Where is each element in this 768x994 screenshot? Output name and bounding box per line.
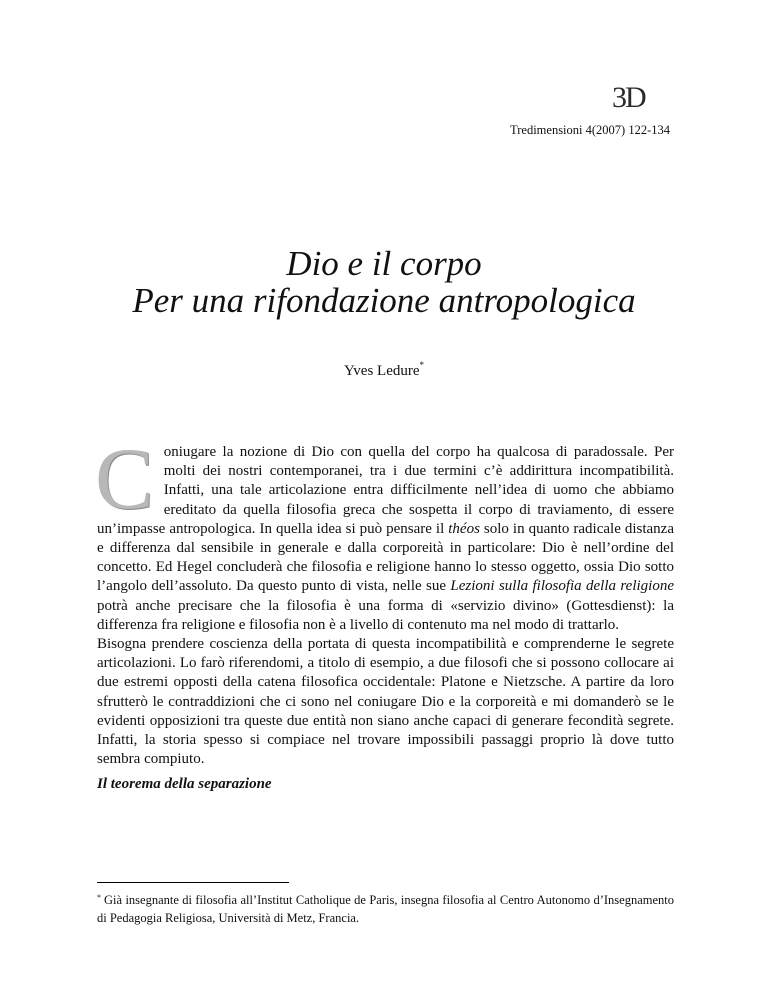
title-line-1: Dio e il corpo [286, 244, 482, 283]
paragraph-2: Bisogna prendere coscienza della portata di questa incompatibilità e comprenderne le segrete articolazioni. Lo farò riferendomi, a titolo di esempio, a due filosofi che si possono collocare ai due estremi opposti della catena filosofica occidentale: Platone e Nietzsche. A partire da loro sfrutterò le contraddizioni che ci sono nel coniugare Dio e la corporeità e mi domanderò se le evidenti opposizioni tra queste due entità non siano anche capaci di generare fecondità segrete. Infatti, la storia spesso si compiace nel trovare impossibili passaggi proprio là dove tutto sembra compiuto. [97, 636, 674, 768]
title-line-2: Per una rifondazione antropologica [132, 281, 636, 320]
drop-cap-letter: C [95, 431, 154, 528]
paragraph-1-text-b: solo in quanto radicale distanza e differenza dal sensibile in generale e dalla corporeità in particolare: Dio è nell’ordine del concetto. Ed Hegel concluderà che filosofia e religione hanno lo stesso oggetto, ossia Dio sotto l’angolo dell’assoluto. Da questo punto di vista, nelle sue [97, 520, 674, 595]
author-name: Yves Ledure [343, 363, 420, 379]
author-footnote-mark: * [419, 360, 425, 370]
lezioni-title: Lezioni sulla filosofia della religione [450, 578, 674, 595]
article-body [95, 431, 674, 769]
section-heading: Il teorema della separazione [97, 776, 272, 792]
footnote-mark: * [97, 893, 101, 902]
theos-term: théos [448, 520, 480, 537]
footnote-divider [97, 882, 289, 883]
paragraph-1-text-c: potrà anche precisare che la filosofia è una forma di «servizio divino» (Gottesdienst): la differenza fra religione e filosofia non è a livello di contenuto ma nel modo di trattarlo. [97, 597, 674, 633]
journal-logo: 3D [612, 81, 645, 114]
article-title [0, 245, 768, 319]
journal-reference: Tredimensioni 4(2007) 122-134 [510, 123, 670, 137]
footnote-text: Già insegnante di filosofia all’Institut Catholique de Paris, insegna filosofia al Centro Autonomo d’Insegnamento di Pedagogia Religiosa, Università di Metz, Francia. [97, 893, 674, 925]
paragraph-1-text-a: oniugare la nozione di Dio con quella del corpo ha qualcosa di paradossale. Per molti dei nostri contemporanei, tra i due termini c’è addirittura incompatibilità. Infatti, una tale articolazione entra difficilmente nell’idea di uomo che abbiamo ereditato da quella filosofia greca che sospetta il corpo di traviamento, di essere un’impasse antropologica. In quella idea si può pensare il [97, 444, 674, 537]
author-line [0, 360, 768, 380]
paragraph-1 [95, 431, 674, 635]
footnote [97, 891, 674, 927]
